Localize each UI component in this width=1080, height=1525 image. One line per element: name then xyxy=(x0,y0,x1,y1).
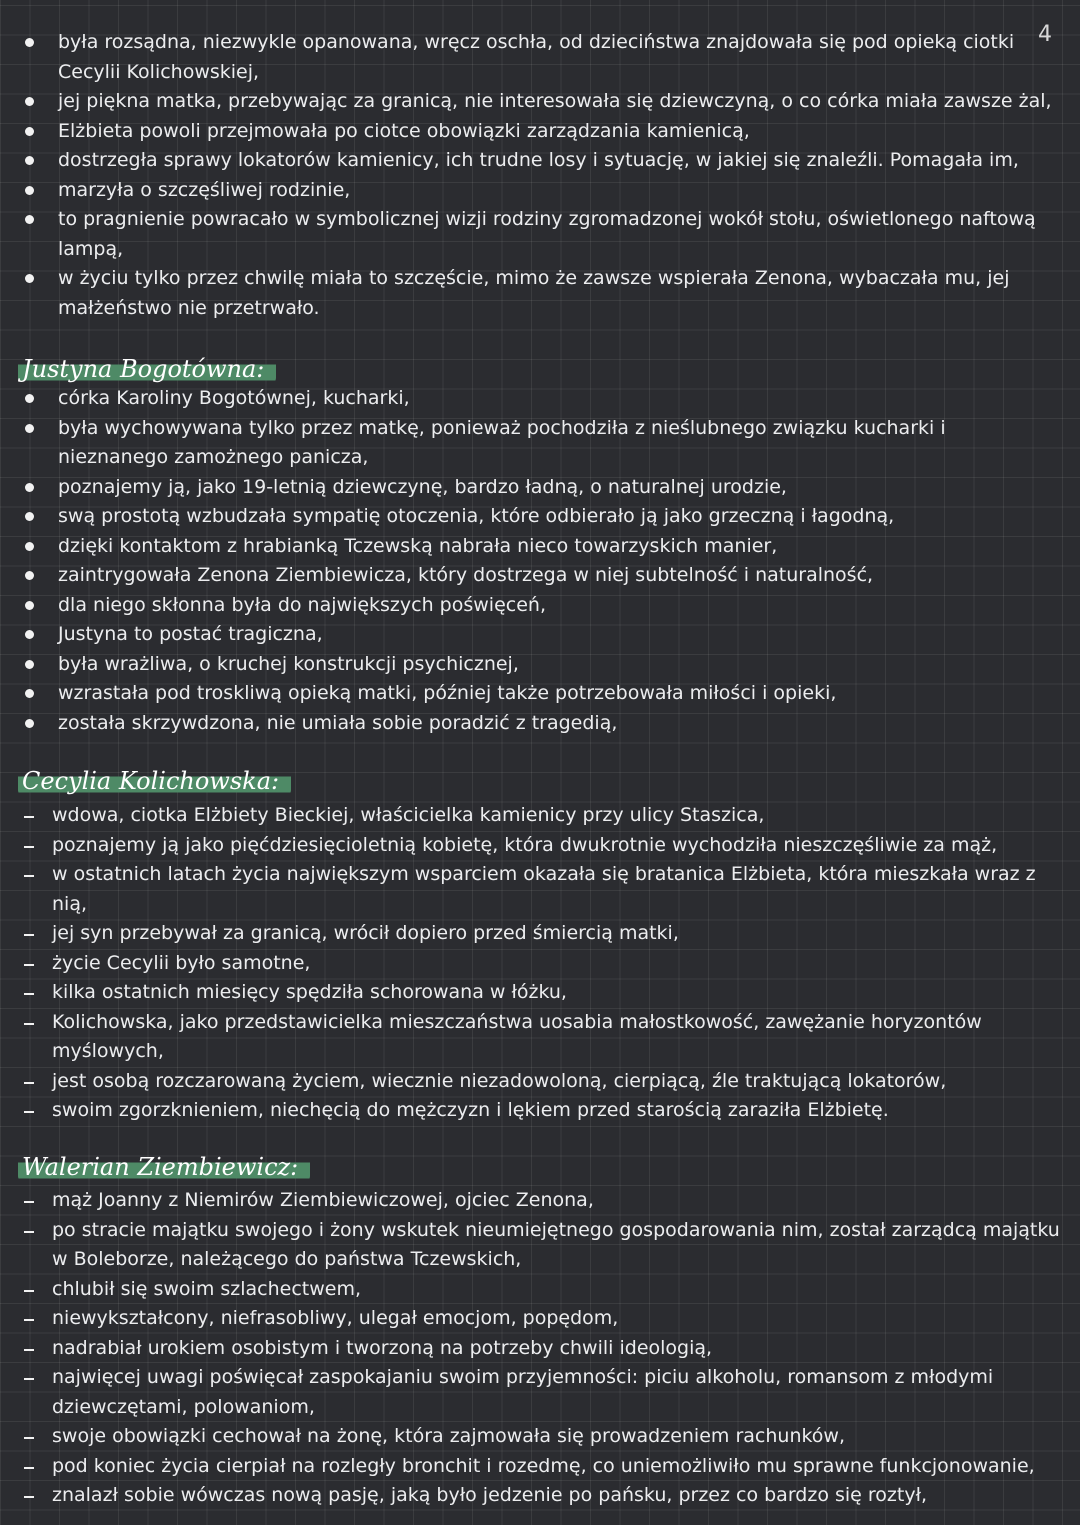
list-item: swoje obowiązki cechował na żonę, która zajmowała się prowadzeniem rachunków, xyxy=(0,1422,1080,1452)
list-item: jest osobą rozczarowaną życiem, wiecznie niezadowoloną, cierpiącą, źle traktującą lokatorów, xyxy=(0,1067,1080,1097)
list-item: chlubił się swoim szlachectwem, xyxy=(0,1275,1080,1305)
list-item: swą prostotą wzbudzała sympatię otoczenia, które odbierało ją jako grzeczną i łagodną, xyxy=(0,502,1080,532)
list-item: życie Cecylii było samotne, xyxy=(0,949,1080,979)
list-item: była wrażliwa, o kruchej konstrukcji psychicznej, xyxy=(0,650,1080,680)
list-item: wdowa, ciotka Elżbiety Bieckiej, właścicielka kamienicy przy ulicy Staszica, xyxy=(0,801,1080,831)
list-item: poznajemy ją, jako 19-letnią dziewczynę, bardzo ładną, o naturalnej urodzie, xyxy=(0,473,1080,503)
list-item: Kolichowska, jako przedstawicielka mieszczaństwa uosabia małostkowość, zawężanie horyzontów myślowych, xyxy=(0,1008,1080,1067)
list-item: była wychowywana tylko przez matkę, ponieważ pochodziła z nieślubnego związku kucharki i nieznanego zamożnego panicza, xyxy=(0,414,1080,473)
list-item: poznajemy ją jako pięćdziesięcioletnią kobietę, która dwukrotnie wychodziła nieszczęśliwie za mąż, xyxy=(0,831,1080,861)
section-heading-walerian: Walerian Ziembiewicz: xyxy=(18,1152,310,1182)
justyna-list xyxy=(0,384,1080,738)
list-item: marzyła o szczęśliwej rodzinie, xyxy=(0,176,1080,206)
list-item: niewykształcony, niefrasobliwy, ulegał emocjom, popędom, xyxy=(0,1304,1080,1334)
list-item: wzrastała pod troskliwą opieką matki, później także potrzebowała miłości i opieki, xyxy=(0,679,1080,709)
list-item: dzięki kontaktom z hrabianką Tczewską nabrała nieco towarzyskich manier, xyxy=(0,532,1080,562)
list-item: po stracie majątku swojego i żony wskutek nieumiejętnego gospodarowania nim, został zarządcą majątku w Boleborze, należącego do państwa Tczewskich, xyxy=(0,1216,1080,1275)
list-item: dla niego skłonna była do największych poświęceń, xyxy=(0,591,1080,621)
section-heading-justyna: Justyna Bogotówna: xyxy=(18,354,276,384)
list-item: nadrabiał urokiem osobistym i tworzoną na potrzeby chwili ideologią, xyxy=(0,1334,1080,1364)
list-item: w życiu tylko przez chwilę miała to szczęście, mimo że zawsze wspierała Zenona, wybaczała mu, jej małżeństwo nie przetrwało. xyxy=(0,264,1080,323)
list-item: kilka ostatnich miesięcy spędziła schorowana w łóżku, xyxy=(0,978,1080,1008)
walerian-list xyxy=(0,1186,1080,1511)
list-item: córka Karoliny Bogotównej, kucharki, xyxy=(0,384,1080,414)
list-item: najwięcej uwagi poświęcał zaspokajaniu swoim przyjemności: piciu alkoholu, romansom z młodymi dziewczętami, polowaniom, xyxy=(0,1363,1080,1422)
list-item: dostrzegła sprawy lokatorów kamienicy, ich trudne losy i sytuację, w jakiej się znaleźli. Pomagała im, xyxy=(0,146,1080,176)
list-item: swoim zgorzknieniem, niechęcią do mężczyzn i lękiem przed starością zaraziła Elżbietę. xyxy=(0,1096,1080,1126)
list-item: jej syn przebywał za granicą, wrócił dopiero przed śmiercią matki, xyxy=(0,919,1080,949)
list-item: w ostatnich latach życia największym wsparciem okazała się bratanica Elżbieta, która mieszkała wraz z nią, xyxy=(0,860,1080,919)
section-heading-wrap xyxy=(0,354,276,384)
list-item: znalazł sobie wówczas nową pasję, jaką było jedzenie po pańsku, przez co bardzo się roztył, xyxy=(0,1481,1080,1511)
list-item: pod koniec życia cierpiał na rozległy bronchit i rozedmę, co uniemożliwiło mu sprawne funkcjonowanie, xyxy=(0,1452,1080,1482)
list-item: Elżbieta powoli przejmowała po ciotce obowiązki zarządzania kamienicą, xyxy=(0,117,1080,147)
list-item: została skrzywdzona, nie umiała sobie poradzić z tragedią, xyxy=(0,709,1080,739)
cecylia-list xyxy=(0,801,1080,1126)
elzbieta-list xyxy=(0,28,1080,323)
list-item: jej piękna matka, przebywając za granicą, nie interesowała się dziewczyną, o co córka miała zawsze żal, xyxy=(0,87,1080,117)
list-item: była rozsądna, niezwykle opanowana, wręcz oschła, od dzieciństwa znajdowała się pod opieką ciotki Cecylii Kolichowskiej, xyxy=(0,28,1080,87)
list-item: mąż Joanny z Niemirów Ziembiewiczowej, ojciec Zenona, xyxy=(0,1186,1080,1216)
list-item: to pragnienie powracało w symbolicznej wizji rodziny zgromadzonej wokół stołu, oświetlonego naftową lampą, xyxy=(0,205,1080,264)
section-heading-wrap xyxy=(0,766,291,796)
page-number: 4 xyxy=(1038,22,1052,47)
list-item: zaintrygowała Zenona Ziembiewicza, który dostrzega w niej subtelność i naturalność, xyxy=(0,561,1080,591)
section-heading-cecylia: Cecylia Kolichowska: xyxy=(18,766,291,796)
section-heading-wrap xyxy=(0,1152,310,1182)
list-item: Justyna to postać tragiczna, xyxy=(0,620,1080,650)
